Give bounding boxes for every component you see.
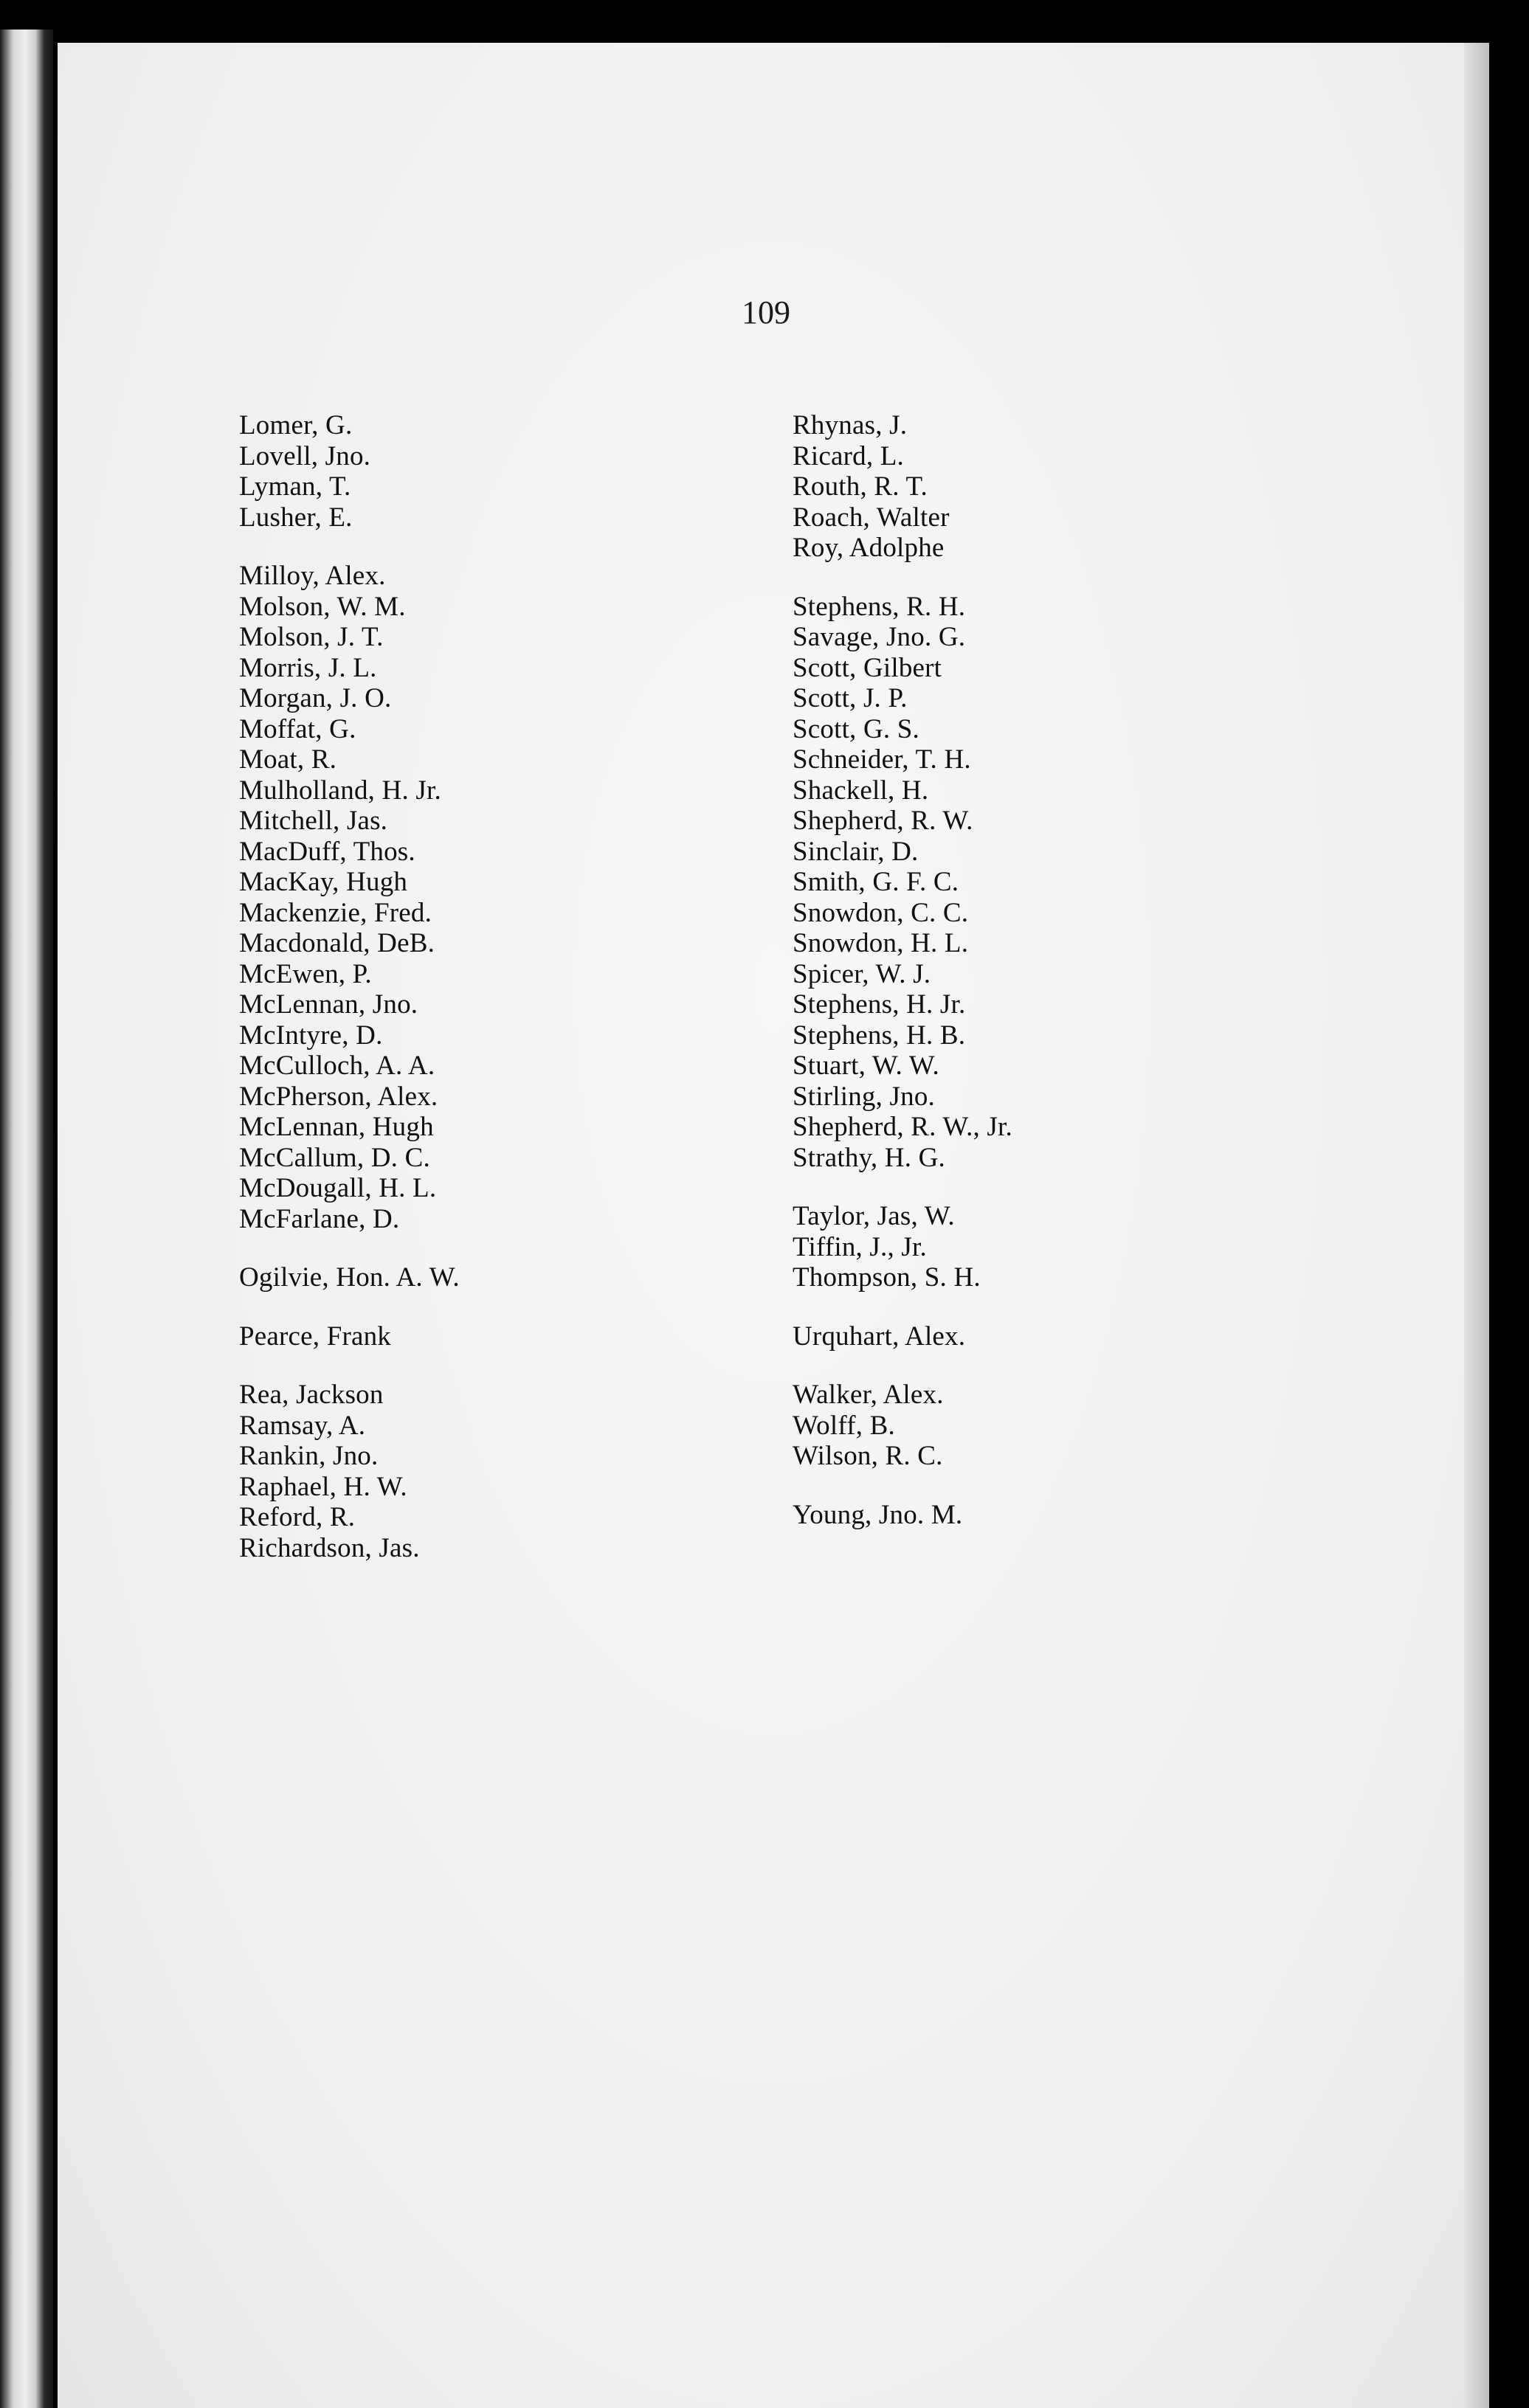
name-entry: Rankin, Jno. — [239, 1441, 379, 1471]
name-entry: Stephens, H. Jr. — [793, 989, 966, 1020]
name-entry: McCulloch, A. A. — [239, 1051, 435, 1081]
name-entry: Strathy, H. G. — [793, 1142, 945, 1173]
name-entry: Roach, Walter — [793, 502, 950, 533]
group-spacer — [239, 1234, 460, 1262]
name-entry: Ramsay, A. — [239, 1410, 366, 1441]
name-entry: Wolff, B. — [793, 1410, 895, 1441]
name-entry: Morris, J. L. — [239, 652, 377, 683]
name-entry: Savage, Jno. G. — [793, 622, 966, 652]
name-entry: Mulholland, H. Jr. — [239, 775, 441, 806]
name-entry: Shepherd, R. W. — [793, 806, 973, 836]
name-entry: Moat, R. — [239, 744, 337, 775]
page-edge-shadow — [1464, 43, 1489, 2408]
facing-page-edge — [0, 30, 53, 2408]
name-entry: Milloy, Alex. — [239, 561, 386, 591]
name-entry: Raphael, H. W. — [239, 1471, 407, 1502]
name-entry: Lusher, E. — [239, 502, 353, 533]
name-entry: Molson, W. M. — [239, 591, 406, 622]
name-entry: Macdonald, DeB. — [239, 928, 435, 958]
name-entry: Young, Jno. M. — [793, 1499, 963, 1530]
name-entry: Roy, Adolphe — [793, 533, 945, 563]
name-entry: Morgan, J. O. — [239, 683, 392, 713]
group-spacer — [239, 1352, 460, 1380]
name-entry: Rhynas, J. — [793, 410, 908, 440]
name-entry: McDougall, H. L. — [239, 1173, 437, 1203]
name-entry: Rea, Jackson — [239, 1380, 384, 1410]
name-entry: McIntyre, D. — [239, 1020, 383, 1051]
name-entry: Shepherd, R. W., Jr. — [793, 1112, 1012, 1142]
name-entry: Pearce, Frank — [239, 1321, 392, 1352]
name-entry: Stuart, W. W. — [793, 1051, 939, 1081]
group-spacer — [239, 533, 460, 561]
name-entry: Spicer, W. J. — [793, 958, 931, 989]
name-entry: McLennan, Hugh — [239, 1112, 434, 1142]
name-entry: Stirling, Jno. — [793, 1081, 935, 1112]
name-entry: Shackell, H. — [793, 775, 929, 806]
name-entry: Lyman, T. — [239, 471, 351, 502]
name-entry: Routh, R. T. — [793, 471, 928, 502]
name-entry: Ricard, L. — [793, 440, 904, 471]
name-entry: McCallum, D. C. — [239, 1142, 430, 1173]
name-entry: Stephens, H. B. — [793, 1020, 966, 1051]
group-spacer — [793, 564, 1012, 592]
name-entry: MacDuff, Thos. — [239, 836, 415, 867]
group-spacer — [239, 1293, 460, 1321]
group-spacer — [793, 1352, 1012, 1380]
name-entry: Stephens, R. H. — [793, 591, 966, 622]
name-entry: Richardson, Jas. — [239, 1532, 420, 1563]
name-entry: Schneider, T. H. — [793, 744, 971, 775]
right-name-column — [793, 410, 1012, 1530]
name-entry: Scott, G. S. — [793, 713, 920, 744]
name-entry: Reford, R. — [239, 1502, 356, 1532]
name-entry: Moffat, G. — [239, 713, 356, 744]
name-entry: Scott, Gilbert — [793, 652, 942, 683]
name-entry: Wilson, R. C. — [793, 1441, 943, 1471]
name-entry: McPherson, Alex. — [239, 1081, 438, 1112]
name-entry: McEwen, P. — [239, 958, 372, 989]
group-spacer — [793, 1173, 1012, 1201]
name-entry: Smith, G. F. C. — [793, 867, 959, 897]
name-entry: Scott, J. P. — [793, 683, 908, 713]
name-entry: Sinclair, D. — [793, 836, 919, 867]
name-entry: Ogilvie, Hon. A. W. — [239, 1262, 460, 1293]
name-entry: Snowdon, H. L. — [793, 928, 969, 958]
name-entry: Urquhart, Alex. — [793, 1321, 966, 1352]
name-entry: Mitchell, Jas. — [239, 806, 388, 836]
name-entry: MacKay, Hugh — [239, 867, 408, 897]
name-entry: Lomer, G. — [239, 410, 353, 440]
name-entry: Thompson, S. H. — [793, 1262, 981, 1293]
name-entry: Molson, J. T. — [239, 622, 384, 652]
name-entry: Tiffin, J., Jr. — [793, 1231, 927, 1262]
left-name-column — [239, 410, 460, 1563]
name-entry: McFarlane, D. — [239, 1203, 400, 1234]
name-entry: Walker, Alex. — [793, 1380, 944, 1410]
page-number: 109 — [742, 294, 790, 331]
book-page — [58, 43, 1489, 2408]
name-entry: Taylor, Jas, W. — [793, 1201, 955, 1231]
name-entry: Snowdon, C. C. — [793, 897, 969, 928]
name-entry: McLennan, Jno. — [239, 989, 418, 1020]
name-entry: Lovell, Jno. — [239, 440, 371, 471]
group-spacer — [793, 1293, 1012, 1321]
group-spacer — [793, 1472, 1012, 1500]
name-entry: Mackenzie, Fred. — [239, 897, 432, 928]
